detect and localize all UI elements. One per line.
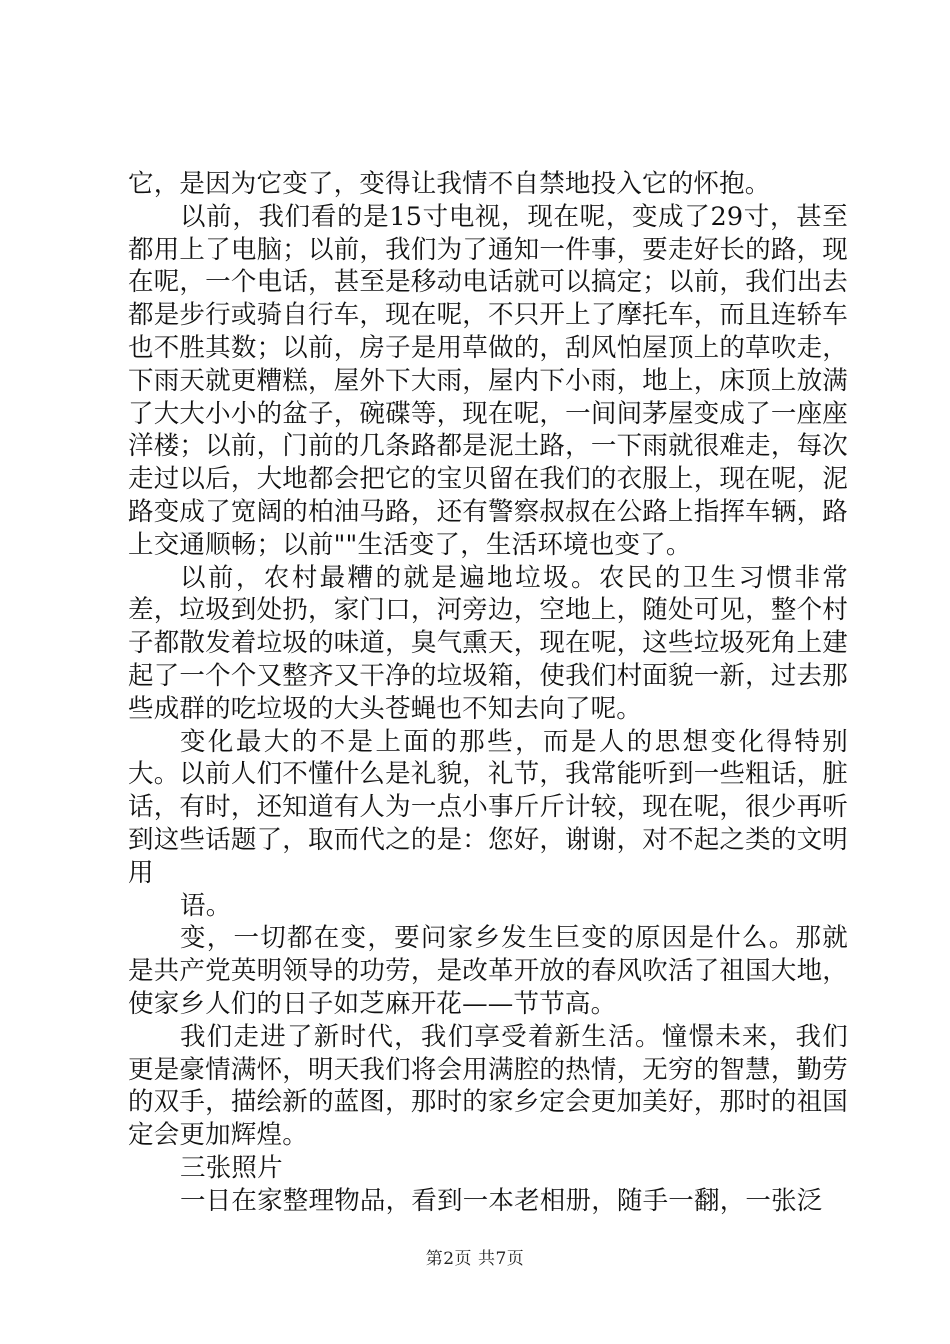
document-body bbox=[128, 168, 848, 1218]
paragraph-2: 以前，我们看的是15寸电视，现在呢，变成了29寸，甚至都用上了电脑；以前，我们为了通知一件事，要走好长的路，现在呢，一个电话，甚至是移动电话就可以搞定；以前，我们出去都是步行或骑自行车，现在呢，不只开上了摩托车，而且连轿车也不胜其数；以前，房子是用草做的，刮风怕屋顶上的草吹走，下雨天就更糟糕，屋外下大雨，屋内下小雨，地上，床顶上放满了大大小小的盆子，碗碟等，现在呢，一间间茅屋变成了一座座洋楼；以前，门前的几条路都是泥土路，一下雨就很难走，每次走过以后，大地都会把它的宝贝留在我们的衣服上，现在呢，泥路变成了宽阔的柏油马路，还有警察叔叔在公路上指挥车辆，路上交通顺畅；以前""生活变了，生活环境也变了。 bbox=[128, 201, 848, 560]
section-heading: 三张照片 bbox=[180, 1152, 283, 1183]
paragraph-5: 语。 bbox=[180, 890, 232, 921]
page-number-footer: 第2页 共7页 bbox=[425, 1249, 525, 1269]
paragraph-6: 变，一切都在变，要问家乡发生巨变的原因是什么。那就是共产党英明领导的功劳，是改革开放的春风吹活了祖国大地，使家乡人们的日子如芝麻开花——节节高。 bbox=[128, 923, 848, 1019]
paragraph-1: 它，是因为它变了，变得让我情不自禁地投入它的怀抱。 bbox=[128, 169, 771, 199]
paragraph-7: 我们走进了新时代，我们享受着新生活。憧憬未来，我们更是豪情满怀，明天我们将会用满腔的热情，无穷的智慧，勤劳的双手，描绘新的蓝图，那时的家乡定会更加美好，那时的祖国定会更加辉煌。 bbox=[128, 1021, 848, 1151]
paragraph-3: 以前，农村最糟的就是遍地垃圾。农民的卫生习惯非常差，垃圾到处扔，家门口，河旁边，空地上，随处可见，整个村子都散发着垃圾的味道，臭气熏天，现在呢，这些垃圾死角上建起了一个个又整齐又干净的垃圾箱，使我们村面貌一新，过去那些成群的吃垃圾的大头苍蝇也不知去向了呢。 bbox=[128, 562, 848, 724]
paragraph-8: 一日在家整理物品，看到一本老相册，随手一翻，一张泛 bbox=[180, 1185, 823, 1216]
paragraph-4: 变化最大的不是上面的那些，而是人的思想变化得特别大。以前人们不懂什么是礼貌，礼节，我常能听到一些粗话，脏话，有时，还知道有人为一点小事斤斤计较，现在呢，很少再听到这些话题了，取而代之的是：您好，谢谢，对不起之类的文明用 bbox=[128, 726, 848, 888]
